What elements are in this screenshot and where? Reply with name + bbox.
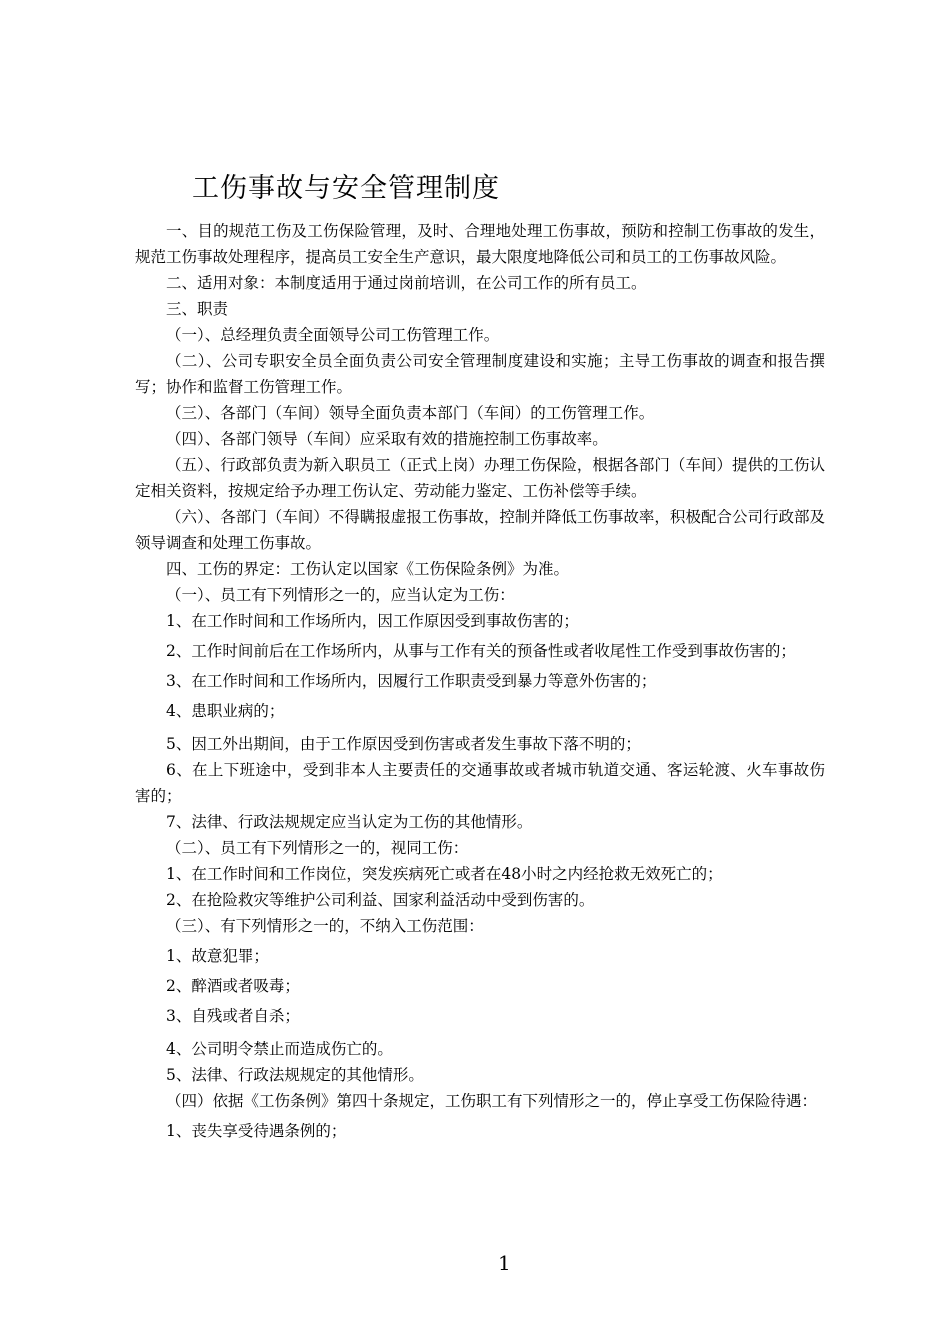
- list-item: 4、公司明令禁止而造成伤亡的。: [166, 1040, 393, 1058]
- paragraph: 二、适用对象：本制度适用于通过岗前培训，在公司工作的所有员工。: [166, 274, 647, 292]
- paragraph: （三）、各部门（车间）领导全面负责本部门（车间）的工伤管理工作。: [166, 404, 655, 422]
- page-number: 1: [498, 1251, 511, 1275]
- paragraph: （一）、总经理负责全面领导公司工伤管理工作。: [166, 326, 500, 344]
- paragraph: （五）、行政部负责为新入职员工（正式上岗）办理工伤保险，根据各部门（车间）提供的工伤认定相关资料，按规定给予办理工伤认定、劳动能力鉴定、工伤补偿等手续。: [135, 456, 825, 500]
- document-body: [135, 218, 825, 1144]
- list-item: 5、法律、行政法规规定的其他情形。: [166, 1066, 424, 1084]
- paragraph: （二）、公司专职安全员全面负责公司安全管理制度建设和实施；主导工伤事故的调查和报告撰写；协作和监督工伤管理工作。: [135, 352, 825, 396]
- paragraph: （六）、各部门（车间）不得瞒报虚报工伤事故，控制并降低工伤事故率，积极配合公司行政部及领导调查和处理工伤事故。: [135, 508, 825, 552]
- paragraph: （一）、员工有下列情形之一的，应当认定为工伤：: [166, 586, 515, 604]
- list-item: 1、故意犯罪；: [166, 947, 269, 965]
- list-item: 1、在工作时间和工作岗位，突发疾病死亡或者在48小时之内经抢救无效死亡的；: [166, 865, 723, 883]
- list-item: 1、丧失享受待遇条例的；: [166, 1122, 347, 1140]
- list-item: 5、因工外出期间，由于工作原因受到伤害或者发生事故下落不明的；: [166, 735, 641, 753]
- paragraph: 三、职责: [166, 300, 229, 318]
- paragraph: （二）、员工有下列情形之一的，视同工伤：: [166, 839, 469, 857]
- paragraph: （三）、有下列情形之一的，不纳入工伤范围：: [166, 917, 484, 935]
- list-item: 2、醉酒或者吸毒；: [166, 977, 300, 995]
- list-item: 1、在工作时间和工作场所内，因工作原因受到事故伤害的；: [166, 612, 579, 630]
- list-item: 4、患职业病的；: [166, 702, 285, 720]
- paragraph: 四、工伤的界定：工伤认定以国家《工伤保险条例》为准。: [166, 560, 570, 578]
- list-item: 2、在抢险救灾等维护公司利益、国家利益活动中受到伤害的。: [166, 891, 595, 909]
- list-item: 7、法律、行政法规规定应当认定为工伤的其他情形。: [166, 813, 533, 831]
- paragraph: 一、目的规范工伤及工伤保险管理，及时、合理地处理工伤事故，预防和控制工伤事故的发生，规范工伤事故处理程序，提高员工安全生产意识，最大限度地降低公司和员工的工伤事故风险。: [135, 222, 825, 266]
- list-item: 6、在上下班途中，受到非本人主要责任的交通事故或者城市轨道交通、客运轮渡、火车事故伤害的；: [135, 761, 825, 805]
- list-item: 3、自残或者自杀；: [166, 1007, 300, 1025]
- list-item: 2、工作时间前后在工作场所内，从事与工作有关的预备性或者收尾性工作受到事故伤害的；: [166, 642, 796, 660]
- paragraph: （四）依据《工伤条例》第四十条规定，工伤职工有下列情形之一的，停止享受工伤保险待遇：: [166, 1092, 818, 1110]
- paragraph: （四）、各部门领导（车间）应采取有效的措施控制工伤事故率。: [166, 430, 608, 448]
- list-item: 3、在工作时间和工作场所内，因履行工作职责受到暴力等意外伤害的；: [166, 672, 657, 690]
- document-title: 工伤事故与安全管理制度: [192, 173, 500, 204]
